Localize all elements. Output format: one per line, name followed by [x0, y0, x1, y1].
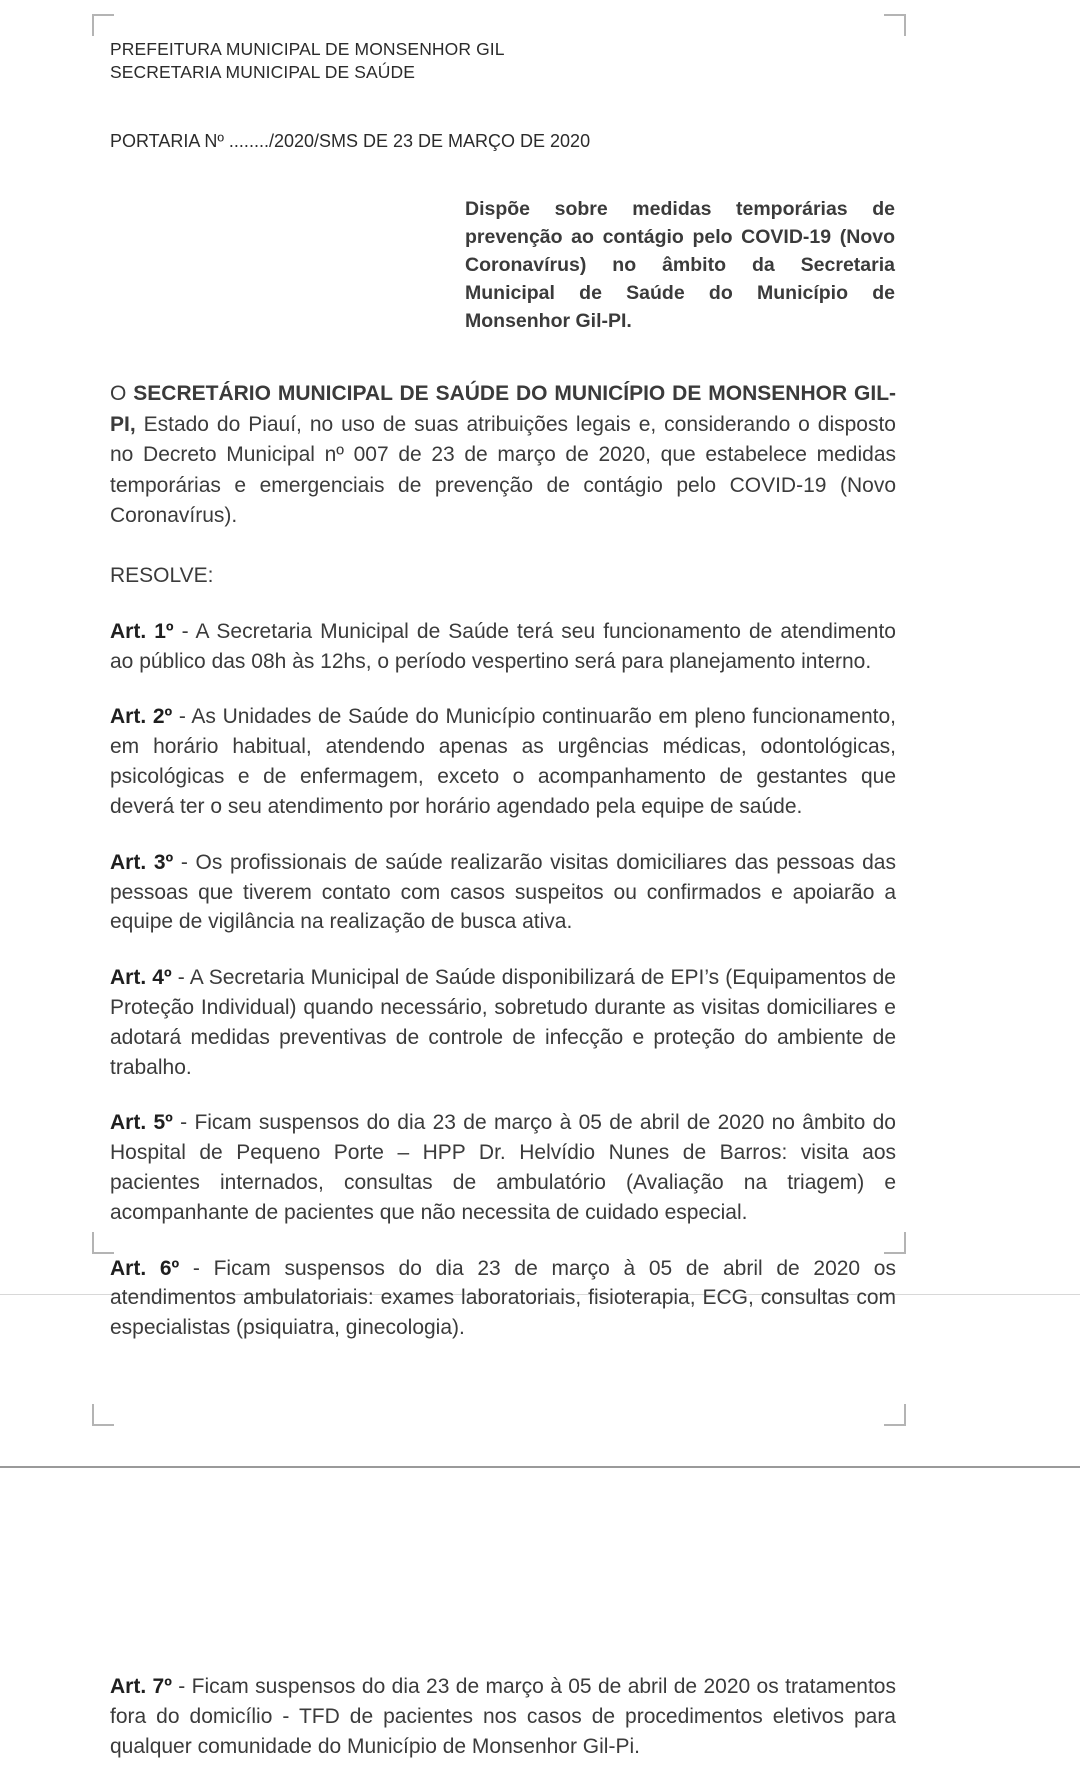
- document-body: [110, 38, 896, 1343]
- article-1-label: Art. 1º: [110, 619, 174, 643]
- article-2-text: - As Unidades de Saúde do Município continuarão em pleno funcionamento, em horário habitual, atendendo apenas as urgências médicas, odontológicas, psicológicas e de enfermagem, exceto o acompanhamento de gestantes que deverá ter o seu atendimento por horário agendado pela equipe de saúde.: [110, 705, 896, 818]
- article-3-text: - Os profissionais de saúde realizarão visitas domiciliares das pessoas das pessoas que tiverem contato com casos suspeitos ou confirmados e apoiarão a equipe de vigilância na realização de busca ativa.: [110, 850, 896, 934]
- article-1: [110, 617, 896, 677]
- article-6-label: Art. 6º: [110, 1256, 180, 1280]
- article-6-text: - Ficam suspensos do dia 23 de março à 05 de abril de 2020 os atendimentos ambulatoriais: exames laboratoriais, fisioterapia, ECG, consultas com especialistas (psiquiatra, ginecologia).: [110, 1256, 896, 1340]
- crop-mark-page2-left: [92, 1404, 114, 1426]
- article-4: [110, 963, 896, 1082]
- article-5-label: Art. 5º: [110, 1111, 173, 1135]
- article-4-text: - A Secretaria Municipal de Saúde disponibilizará de EPI’s (Equipamentos de Proteção Individual) quando necessário, sobretudo durante as visitas domiciliares e adotará medidas preventivas de controle de infecção e proteção do ambiente de trabalho.: [110, 966, 896, 1079]
- crop-mark-page2-right: [884, 1404, 906, 1426]
- article-7-label: Art. 7º: [110, 1675, 172, 1698]
- preamble-rest: Estado do Piauí, no uso de suas atribuições legais e, considerando o disposto no Decreto Municipal nº 007 de 23 de março de 2020, que estabelece medidas temporárias e emergenciais de prevenção de contágio pelo COVID-19 (Novo Coronavírus).: [110, 412, 896, 528]
- preamble-lead: O: [110, 382, 134, 406]
- article-7-text: - Ficam suspensos do dia 23 de março à 05 de abril de 2020 os tratamentos fora do domicílio - TFD de pacientes nos casos de procedimentos eletivos para qualquer comunidade do Município de Monsenhor Gil-Pi.: [110, 1675, 896, 1758]
- portaria-number-line: PORTARIA Nº ......../2020/SMS DE 23 DE MARÇO DE 2020: [110, 130, 591, 151]
- crop-mark-top-left: [92, 14, 114, 36]
- article-3: [110, 848, 896, 937]
- letterhead: [110, 38, 896, 84]
- article-2: [110, 702, 896, 821]
- ementa-summary: Dispõe sobre medidas temporárias de prevenção ao contágio pelo COVID-19 (Novo Coronavírus) no âmbito da Secretaria Municipal de Saúde do Município de Monsenhor Gil-PI.: [465, 197, 895, 333]
- crop-mark-top-right: [884, 14, 906, 36]
- article-5: [110, 1108, 896, 1227]
- article-2-label: Art. 2º: [110, 705, 173, 729]
- page-separator-line: [0, 1466, 1080, 1468]
- document-body-page-2: [110, 1672, 896, 1761]
- preamble-authority-caps: SECRETÁRIO MUNICIPAL DE SAÚDE DO MUNICÍPIO DE MONSENHOR GIL-PI,: [110, 382, 897, 436]
- resolve-heading: RESOLVE:: [110, 564, 214, 588]
- letterhead-line-2: SECRETARIA MUNICIPAL DE SAÚDE: [110, 61, 415, 82]
- letterhead-line-1: PREFEITURA MUNICIPAL DE MONSENHOR GIL: [110, 39, 505, 59]
- article-6: [110, 1254, 896, 1343]
- article-5-text: - Ficam suspensos do dia 23 de março à 05 de abril de 2020 no âmbito do Hospital de Pequeno Porte – HPP Dr. Helvídio Nunes de Barros: visita aos pacientes internados, consultas de ambulatório (Avaliação na triagem) e acompanhante de pacientes que não necessita de cuidado especial.: [110, 1111, 896, 1224]
- article-4-label: Art. 4º: [110, 966, 172, 990]
- article-1-text: - A Secretaria Municipal de Saúde terá seu funcionamento de atendimento ao público das 08h às 12hs, o período vespertino será para planejamento interno.: [110, 619, 896, 673]
- preamble-paragraph: [110, 379, 896, 531]
- article-3-label: Art. 3º: [110, 850, 174, 874]
- article-7: [110, 1672, 896, 1761]
